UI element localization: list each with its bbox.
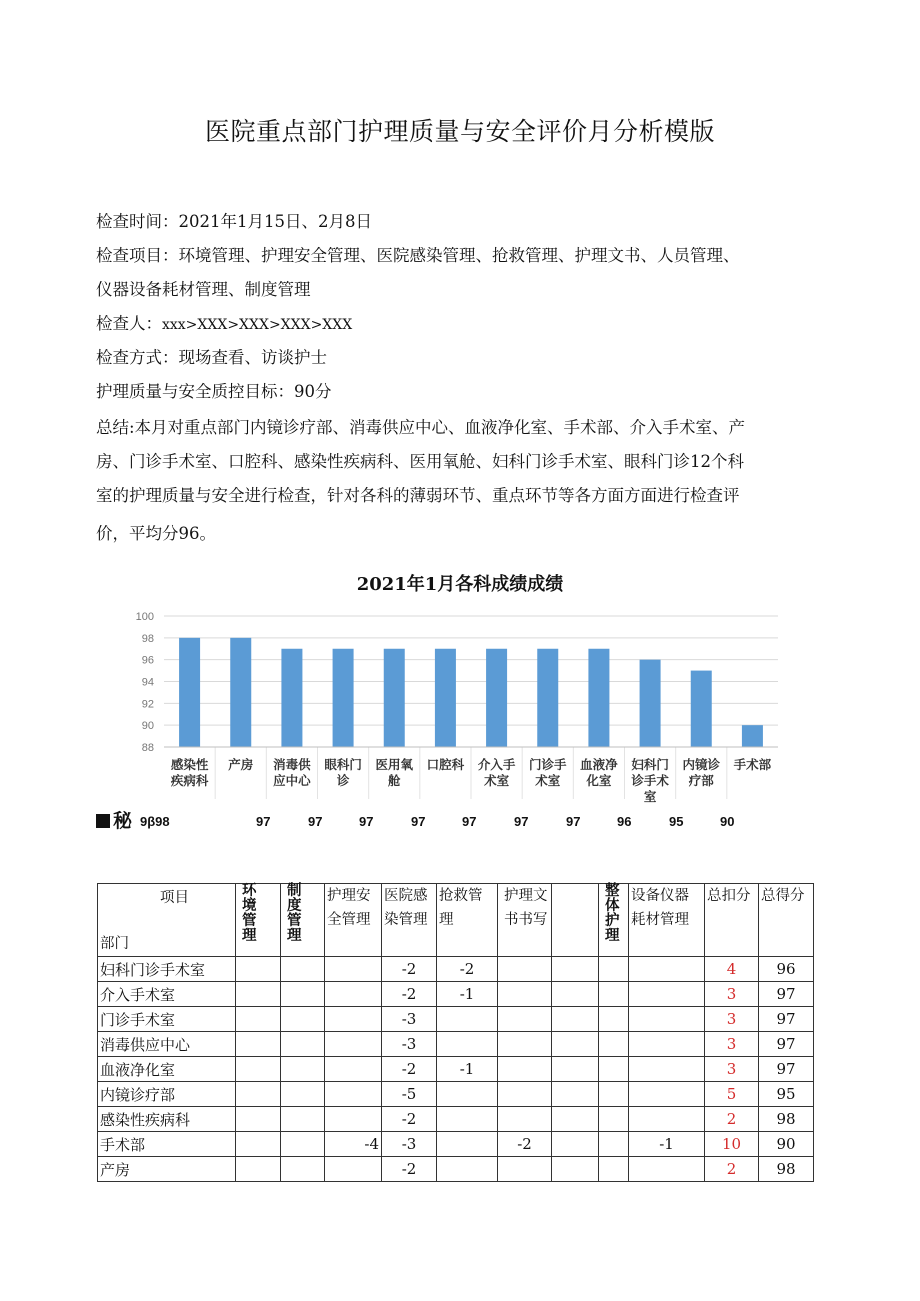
- bar: [691, 671, 712, 747]
- bar: [486, 649, 507, 747]
- deduct-cell: 2: [705, 1107, 759, 1132]
- system-cell: [281, 1157, 325, 1182]
- bar: [640, 660, 661, 747]
- deduct-cell: 3: [705, 982, 759, 1007]
- overall-cell: [599, 982, 629, 1007]
- x-tick-label-line: 口腔科: [426, 757, 465, 772]
- header-infection: 医院感染管理: [382, 884, 437, 957]
- x-tick-label-line: 舱: [387, 773, 401, 788]
- y-tick-label: 92: [141, 698, 154, 711]
- header-docs: 护理文书书写: [498, 884, 552, 957]
- safety-cell: [325, 1007, 382, 1032]
- overall-cell: [599, 957, 629, 982]
- overall-cell: [599, 1007, 629, 1032]
- overall-cell: [599, 1107, 629, 1132]
- legend-value: 97: [359, 814, 374, 829]
- dept-cell: 介入手术室: [98, 982, 236, 1007]
- legend-value: 95: [669, 814, 684, 829]
- bar: [435, 649, 456, 747]
- inspection-items-line2: 仪器设备耗材管理、制度管理: [96, 280, 311, 299]
- page-title: 医院重点部门护理质量与安全评价月分析模版: [204, 117, 715, 146]
- deduct-cell: 3: [705, 1007, 759, 1032]
- x-tick-label-line: 术室: [484, 773, 510, 788]
- docs-cell: [498, 1157, 552, 1182]
- x-tick-label-line: 疾病科: [170, 773, 209, 788]
- table-row: [98, 957, 814, 982]
- table-row: [98, 1057, 814, 1082]
- header-system: 制度管理: [281, 884, 325, 957]
- legend-value: 9β98: [140, 814, 170, 829]
- infection-cell: -2: [382, 957, 437, 982]
- x-tick-label-line: 妇科门: [631, 757, 669, 772]
- x-tick-label-line: 介入手: [477, 757, 516, 772]
- header-env: 环境管理: [236, 884, 281, 957]
- docs-cell: [498, 1007, 552, 1032]
- dept-cell: 妇科门诊手术室: [98, 957, 236, 982]
- header-score: 总得分: [759, 884, 814, 957]
- score-bar-chart: [118, 604, 784, 804]
- y-tick-label: 98: [141, 632, 154, 645]
- system-cell: [281, 1032, 325, 1057]
- env-cell: [236, 1107, 281, 1132]
- equipment-cell: [629, 957, 705, 982]
- overall-cell: [599, 1082, 629, 1107]
- inspection-time: 检查时间：2021年1月15日、2月8日: [96, 212, 372, 231]
- equipment-cell: -1: [629, 1132, 705, 1157]
- system-cell: [281, 1082, 325, 1107]
- x-tick-label-line: 门诊手: [528, 757, 567, 772]
- legend-square-icon: [96, 814, 110, 828]
- header-dept-label: 部门: [100, 936, 129, 952]
- env-cell: [236, 1007, 281, 1032]
- rescue-cell: [437, 1007, 498, 1032]
- header-deduct: 总扣分: [705, 884, 759, 957]
- header-safety: 护理安全管理: [325, 884, 382, 957]
- system-cell: [281, 1007, 325, 1032]
- legend-value: 97: [566, 814, 581, 829]
- table-row: [98, 1082, 814, 1107]
- deduct-cell: 4: [705, 957, 759, 982]
- x-tick-label: [170, 757, 209, 788]
- bar: [537, 649, 558, 747]
- deduct-cell: 10: [705, 1132, 759, 1157]
- x-tick-label: [228, 757, 254, 772]
- legend-value: 97: [308, 814, 323, 829]
- x-tick-label-line: 消毒供: [273, 757, 311, 772]
- chart-legend-row: [96, 806, 796, 836]
- env-cell: [236, 982, 281, 1007]
- env-cell: [236, 957, 281, 982]
- legend-label: 秘: [113, 810, 133, 832]
- bar: [333, 649, 354, 747]
- infection-cell: -2: [382, 1157, 437, 1182]
- env-cell: [236, 1057, 281, 1082]
- x-tick-label-line: 内镜诊: [682, 757, 721, 772]
- header-equipment: 设备仪器耗材管理: [629, 884, 705, 957]
- equipment-cell: [629, 1157, 705, 1182]
- rescue-cell: [437, 1132, 498, 1157]
- system-cell: [281, 982, 325, 1007]
- blank-cell: [552, 1032, 599, 1057]
- x-tick-label-line: 血液净: [580, 757, 618, 772]
- safety-cell: [325, 982, 382, 1007]
- y-tick-label: 90: [141, 720, 154, 733]
- docs-cell: [498, 1032, 552, 1057]
- x-tick-label: [273, 757, 311, 788]
- bar: [230, 638, 251, 747]
- safety-cell: [325, 1107, 382, 1132]
- env-cell: [236, 1157, 281, 1182]
- equipment-cell: [629, 1107, 705, 1132]
- x-tick-label-line: 应中心: [273, 773, 311, 788]
- env-cell: [236, 1082, 281, 1107]
- inspector-line: [96, 307, 824, 342]
- deduct-cell: 3: [705, 1032, 759, 1057]
- x-tick-label-line: 化室: [586, 773, 612, 788]
- score-cell: 97: [759, 1007, 814, 1032]
- safety-cell: [325, 957, 382, 982]
- legend-value: 96: [617, 814, 632, 829]
- score-cell: 97: [759, 982, 814, 1007]
- table-row: [98, 1032, 814, 1057]
- infection-cell: -5: [382, 1082, 437, 1107]
- chart-title: 2021年1月各科成绩成绩: [356, 574, 564, 595]
- overall-cell: [599, 1032, 629, 1057]
- dept-cell: 手术部: [98, 1132, 236, 1157]
- docs-cell: [498, 1107, 552, 1132]
- blank-cell: [552, 1007, 599, 1032]
- score-cell: 98: [759, 1157, 814, 1182]
- safety-cell: [325, 1032, 382, 1057]
- infection-cell: -3: [382, 1132, 437, 1157]
- bar: [179, 638, 200, 747]
- x-tick-label-line: 术室: [535, 773, 561, 788]
- system-cell: [281, 1057, 325, 1082]
- infection-cell: -2: [382, 1107, 437, 1132]
- table-row: [98, 982, 814, 1007]
- x-tick-label-line: 产房: [228, 757, 254, 772]
- env-cell: [236, 1032, 281, 1057]
- summary-line1: 总结:本月对重点部门内镜诊疗部、消毒供应中心、血液净化室、手术部、介入手术室、产: [96, 418, 746, 437]
- blank-cell: [552, 1082, 599, 1107]
- score-cell: 90: [759, 1132, 814, 1157]
- dept-cell: 感染性疾病科: [98, 1107, 236, 1132]
- legend-value: 97: [462, 814, 477, 829]
- x-tick-label-line: 手术部: [733, 757, 772, 772]
- table-row: [98, 1107, 814, 1132]
- rescue-cell: [437, 1082, 498, 1107]
- bar: [742, 725, 763, 747]
- score-table: [97, 883, 814, 1182]
- score-cell: 96: [759, 957, 814, 982]
- x-tick-label: [734, 757, 772, 772]
- system-cell: [281, 1132, 325, 1157]
- blank-cell: [552, 982, 599, 1007]
- dept-cell: 产房: [98, 1157, 236, 1182]
- header-blank: [552, 884, 599, 957]
- score-cell: 97: [759, 1032, 814, 1057]
- header-rescue: 抢救管理: [437, 884, 498, 957]
- equipment-cell: [629, 1057, 705, 1082]
- dept-cell: 内镜诊疗部: [98, 1082, 236, 1107]
- overall-cell: [599, 1157, 629, 1182]
- y-tick-label: 88: [141, 742, 154, 754]
- equipment-cell: [629, 982, 705, 1007]
- system-cell: [281, 1107, 325, 1132]
- x-tick-label-line: 诊手术: [631, 773, 669, 788]
- y-tick-label: 100: [135, 611, 154, 623]
- safety-cell: [325, 1157, 382, 1182]
- safety-cell: -4: [325, 1132, 382, 1157]
- bar: [384, 649, 405, 747]
- rescue-cell: [437, 1157, 498, 1182]
- table-row: [98, 1157, 814, 1182]
- rescue-cell: -2: [437, 957, 498, 982]
- dept-cell: 消毒供应中心: [98, 1032, 236, 1057]
- table-row: [98, 1132, 814, 1157]
- x-tick-label-line: 医用氧: [375, 757, 414, 772]
- equipment-cell: [629, 1007, 705, 1032]
- safety-cell: [325, 1082, 382, 1107]
- blank-cell: [552, 1057, 599, 1082]
- legend-value: 97: [514, 814, 529, 829]
- blank-cell: [552, 1132, 599, 1157]
- deduct-cell: 2: [705, 1157, 759, 1182]
- bar: [588, 649, 609, 747]
- x-tick-label-line: 眼科门: [324, 757, 362, 772]
- score-cell: 98: [759, 1107, 814, 1132]
- inspector-value: xxx>XXX>XXX>XXX>XXX: [162, 317, 353, 333]
- docs-cell: [498, 982, 552, 1007]
- bar: [281, 649, 302, 747]
- header-overall: 整体护理: [599, 884, 629, 957]
- summary-line4: 价，平均分96。: [96, 524, 216, 543]
- legend-value: 97: [411, 814, 426, 829]
- x-tick-label-line: 室: [643, 789, 657, 804]
- header-item-dept: [98, 884, 236, 957]
- rescue-cell: [437, 1107, 498, 1132]
- inspection-method: 检查方式：现场查看、访谈护士: [96, 348, 327, 367]
- rescue-cell: -1: [437, 1057, 498, 1082]
- overall-cell: [599, 1132, 629, 1157]
- inspection-items-line1: 检查项目：环境管理、护理安全管理、医院感染管理、抢救管理、护理文书、人员管理、: [96, 246, 740, 265]
- docs-cell: [498, 1082, 552, 1107]
- rescue-cell: -1: [437, 982, 498, 1007]
- overall-cell: [599, 1057, 629, 1082]
- deduct-cell: 3: [705, 1057, 759, 1082]
- x-tick-label: [427, 757, 465, 772]
- inspector-label: 检查人：: [96, 314, 162, 333]
- dept-cell: 血液净化室: [98, 1057, 236, 1082]
- y-tick-label: 94: [141, 676, 154, 689]
- score-cell: 95: [759, 1082, 814, 1107]
- summary-line2: 房、门诊手术室、口腔科、感染性疾病科、医用氧舱、妇科门诊手术室、眼科门诊12个科: [96, 452, 744, 471]
- dept-cell: 门诊手术室: [98, 1007, 236, 1032]
- docs-cell: [498, 957, 552, 982]
- blank-cell: [552, 957, 599, 982]
- env-cell: [236, 1132, 281, 1157]
- infection-cell: -2: [382, 982, 437, 1007]
- deduct-cell: 5: [705, 1082, 759, 1107]
- y-tick-label: 96: [141, 654, 154, 667]
- equipment-cell: [629, 1082, 705, 1107]
- blank-cell: [552, 1107, 599, 1132]
- quality-target: 护理质量与安全质控目标：90分: [96, 382, 332, 401]
- summary-line3: 室的护理质量与安全进行检查，针对各科的薄弱环节、重点环节等各方面方面进行检查评: [96, 486, 740, 505]
- rescue-cell: [437, 1032, 498, 1057]
- infection-cell: -2: [382, 1057, 437, 1082]
- table-header-row: [98, 884, 814, 957]
- system-cell: [281, 957, 325, 982]
- blank-cell: [552, 1157, 599, 1182]
- legend-value: 90: [720, 814, 735, 829]
- legend-value: 97: [256, 814, 271, 829]
- score-cell: 97: [759, 1057, 814, 1082]
- x-tick-label-line: 感染性: [170, 757, 209, 772]
- docs-cell: -2: [498, 1132, 552, 1157]
- x-tick-label-line: 诊: [336, 773, 350, 788]
- infection-cell: -3: [382, 1032, 437, 1057]
- docs-cell: [498, 1057, 552, 1082]
- table-row: [98, 1007, 814, 1032]
- equipment-cell: [629, 1032, 705, 1057]
- infection-cell: -3: [382, 1007, 437, 1032]
- header-item-label: 项目: [160, 890, 189, 906]
- x-tick-label-line: 疗部: [688, 773, 714, 788]
- safety-cell: [325, 1057, 382, 1082]
